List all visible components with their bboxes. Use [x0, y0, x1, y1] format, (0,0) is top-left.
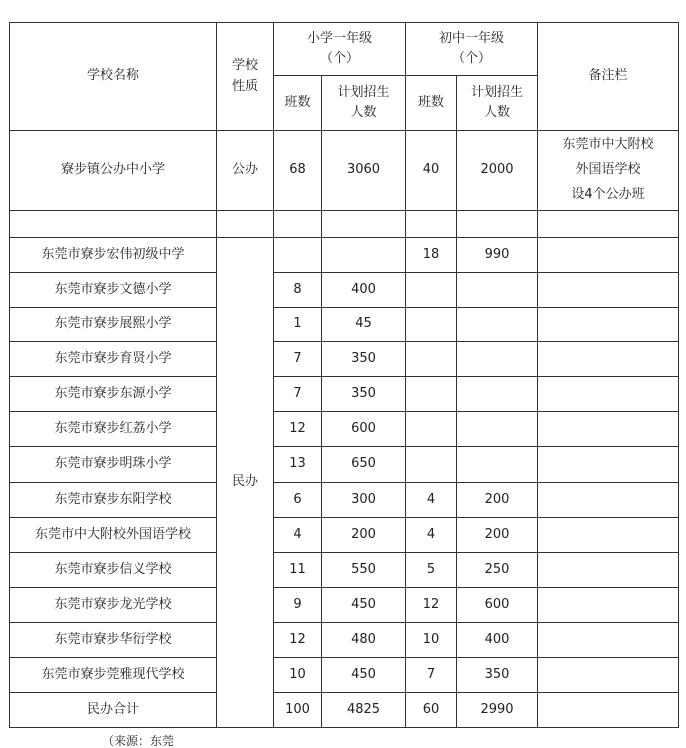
header-school-type: 学校 性质 — [217, 23, 274, 131]
private-school-row — [10, 273, 679, 308]
remark-note — [538, 412, 679, 447]
private-school-row — [10, 588, 679, 623]
primary-enrollment — [322, 238, 406, 273]
header-school-name: 学校名称 — [10, 23, 217, 131]
private-school-row — [10, 308, 679, 342]
private-school-row — [10, 342, 679, 377]
remark-note — [538, 377, 679, 412]
total-junior-classes: 60 — [406, 693, 457, 728]
remark-note — [538, 447, 679, 483]
junior-enrollment — [457, 273, 538, 308]
primary-classes: 12 — [274, 412, 322, 447]
primary-classes: 6 — [274, 483, 322, 518]
private-school-row — [10, 623, 679, 658]
junior-classes: 12 — [406, 588, 457, 623]
school-name: 东莞市寮步育贤小学 — [10, 342, 217, 377]
empty-cell — [406, 211, 457, 238]
school-name: 寮步镇公办中小学 — [10, 131, 217, 211]
school-name: 东莞市寮步展熙小学 — [10, 308, 217, 342]
remark-note — [538, 518, 679, 553]
school-name: 东莞市寮步宏伟初级中学 — [10, 238, 217, 273]
junior-enrollment — [457, 377, 538, 412]
remark-note — [538, 308, 679, 342]
remark-note — [538, 693, 679, 728]
primary-enrollment: 600 — [322, 412, 406, 447]
enrollment-table — [9, 22, 679, 728]
empty-cell — [274, 211, 322, 238]
junior-enrollment: 990 — [457, 238, 538, 273]
junior-classes: 40 — [406, 131, 457, 211]
junior-classes: 10 — [406, 623, 457, 658]
remark-note — [538, 238, 679, 273]
total-primary-classes: 100 — [274, 693, 322, 728]
primary-enrollment: 550 — [322, 553, 406, 588]
private-school-row — [10, 483, 679, 518]
empty-cell — [538, 211, 679, 238]
junior-enrollment — [457, 412, 538, 447]
primary-enrollment: 3060 — [322, 131, 406, 211]
empty-cell — [457, 211, 538, 238]
junior-enrollment: 600 — [457, 588, 538, 623]
primary-enrollment: 450 — [322, 658, 406, 693]
junior-enrollment: 200 — [457, 483, 538, 518]
private-school-row — [10, 238, 679, 273]
primary-enrollment: 200 — [322, 518, 406, 553]
private-school-row — [10, 553, 679, 588]
junior-enrollment — [457, 447, 538, 483]
primary-classes: 13 — [274, 447, 322, 483]
primary-enrollment: 300 — [322, 483, 406, 518]
primary-enrollment: 450 — [322, 588, 406, 623]
school-name: 东莞市中大附校外国语学校 — [10, 518, 217, 553]
junior-enrollment: 250 — [457, 553, 538, 588]
junior-classes: 7 — [406, 658, 457, 693]
private-school-row — [10, 377, 679, 412]
school-type: 公办 — [217, 131, 274, 211]
private-school-row — [10, 658, 679, 693]
primary-enrollment: 480 — [322, 623, 406, 658]
header-remarks: 备注栏 — [538, 23, 679, 131]
school-name: 东莞市寮步明珠小学 — [10, 447, 217, 483]
junior-enrollment: 350 — [457, 658, 538, 693]
junior-classes: 18 — [406, 238, 457, 273]
school-name: 东莞市寮步文德小学 — [10, 273, 217, 308]
junior-classes: 4 — [406, 518, 457, 553]
remark-note — [538, 483, 679, 518]
junior-classes: 5 — [406, 553, 457, 588]
private-school-row — [10, 447, 679, 483]
private-school-row — [10, 412, 679, 447]
empty-cell — [10, 211, 217, 238]
primary-enrollment: 350 — [322, 342, 406, 377]
remark-note — [538, 342, 679, 377]
primary-classes: 7 — [274, 377, 322, 412]
junior-enrollment: 400 — [457, 623, 538, 658]
primary-classes: 11 — [274, 553, 322, 588]
primary-classes: 4 — [274, 518, 322, 553]
junior-classes — [406, 273, 457, 308]
junior-classes: 4 — [406, 483, 457, 518]
junior-classes — [406, 342, 457, 377]
primary-classes: 10 — [274, 658, 322, 693]
school-name: 东莞市寮步东源小学 — [10, 377, 217, 412]
total-label: 民办合计 — [10, 693, 217, 728]
total-junior-enrollment: 2990 — [457, 693, 538, 728]
header-primary-classes: 班数 — [274, 76, 322, 131]
private-total-row — [10, 693, 679, 728]
header-primary-grade: 小学一年级 （个） — [274, 23, 406, 76]
spacer-row — [10, 211, 679, 238]
private-school-row — [10, 518, 679, 553]
primary-enrollment: 350 — [322, 377, 406, 412]
primary-classes: 1 — [274, 308, 322, 342]
primary-classes: 7 — [274, 342, 322, 377]
primary-enrollment: 45 — [322, 308, 406, 342]
primary-classes: 68 — [274, 131, 322, 211]
school-name: 东莞市寮步龙光学校 — [10, 588, 217, 623]
total-primary-enrollment: 4825 — [322, 693, 406, 728]
remark-note: 东莞市中大附校 外国语学校 设4个公办班 — [538, 131, 679, 211]
header-junior-classes: 班数 — [406, 76, 457, 131]
primary-enrollment: 650 — [322, 447, 406, 483]
primary-classes: 12 — [274, 623, 322, 658]
primary-classes: 9 — [274, 588, 322, 623]
remark-note — [538, 273, 679, 308]
header-junior-planned: 计划招生 人数 — [457, 76, 538, 131]
primary-enrollment: 400 — [322, 273, 406, 308]
school-type: 民办 — [217, 238, 274, 728]
header-junior-grade: 初中一年级 （个） — [406, 23, 538, 76]
remark-note — [538, 588, 679, 623]
school-name: 东莞市寮步华衍学校 — [10, 623, 217, 658]
junior-classes — [406, 412, 457, 447]
school-name: 东莞市寮步莞雅现代学校 — [10, 658, 217, 693]
remark-note — [538, 623, 679, 658]
junior-classes — [406, 447, 457, 483]
junior-enrollment — [457, 308, 538, 342]
remark-note — [538, 553, 679, 588]
public-school-row — [10, 131, 679, 211]
junior-enrollment — [457, 342, 538, 377]
junior-enrollment: 200 — [457, 518, 538, 553]
junior-enrollment: 2000 — [457, 131, 538, 211]
remark-note — [538, 658, 679, 693]
school-name: 东莞市寮步红荔小学 — [10, 412, 217, 447]
junior-classes — [406, 377, 457, 412]
primary-classes: 8 — [274, 273, 322, 308]
school-name: 东莞市寮步东阳学校 — [10, 483, 217, 518]
footer-source-text: （来源：东莞 — [102, 734, 175, 748]
empty-cell — [322, 211, 406, 238]
empty-cell — [217, 211, 274, 238]
header-primary-planned: 计划招生 人数 — [322, 76, 406, 131]
primary-classes — [274, 238, 322, 273]
school-name: 东莞市寮步信义学校 — [10, 553, 217, 588]
junior-classes — [406, 308, 457, 342]
